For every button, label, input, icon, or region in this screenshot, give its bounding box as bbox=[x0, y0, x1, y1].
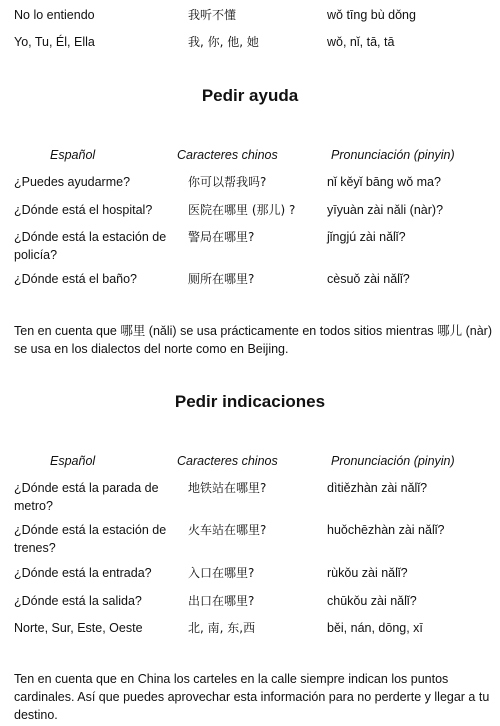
pinyin-text: wǒ, nǐ, tā, tā bbox=[327, 35, 395, 49]
pinyin-text: nǐ kěyǐ bāng wǒ ma? bbox=[327, 175, 441, 189]
spanish-text: Norte, Sur, Este, Oeste bbox=[14, 621, 143, 635]
chinese-text: 我, 你, 他, 她 bbox=[188, 35, 259, 49]
chinese-text: 你可以帮我吗? bbox=[188, 175, 267, 189]
spanish-text: ¿Dónde está la estación de trenes? bbox=[14, 523, 167, 555]
pinyin-text: huǒchēzhàn zài nǎlǐ? bbox=[327, 523, 445, 537]
section-title: Pedir ayuda bbox=[201, 86, 299, 105]
spanish-text: Yo, Tu, Él, Ella bbox=[14, 35, 95, 49]
spanish-text: ¿Dónde está la parada de metro? bbox=[14, 481, 159, 513]
pinyin-text: chūkǒu zài nǎlǐ? bbox=[327, 594, 417, 608]
header-chinese: Caracteres chinos bbox=[177, 148, 278, 162]
header-pinyin: Pronunciación (pinyin) bbox=[331, 454, 455, 468]
pinyin-text: jǐngjú zài nǎlǐ? bbox=[327, 230, 406, 244]
chinese-text: 出口在哪里? bbox=[188, 594, 255, 608]
spanish-text: ¿Dónde está la estación de policía? bbox=[14, 230, 167, 262]
spanish-text: No lo entiendo bbox=[14, 8, 95, 22]
pinyin-text: běi, nán, dōng, xī bbox=[327, 621, 423, 635]
spanish-text: ¿Dónde está la salida? bbox=[14, 594, 142, 608]
header-pinyin: Pronunciación (pinyin) bbox=[331, 148, 455, 162]
spanish-text: ¿Dónde está el baño? bbox=[14, 272, 138, 286]
chinese-text: 医院在哪里 (那儿) ? bbox=[188, 203, 296, 217]
spanish-text: ¿Puedes ayudarme? bbox=[14, 175, 131, 189]
chinese-text: 警局在哪里? bbox=[188, 230, 255, 244]
header-spanish: Español bbox=[50, 454, 96, 468]
header-spanish: Español bbox=[50, 148, 96, 162]
chinese-text: 我听不懂 bbox=[188, 8, 237, 22]
chinese-text: 火车站在哪里? bbox=[188, 523, 267, 537]
spanish-text: ¿Dónde está el hospital? bbox=[14, 203, 153, 217]
pinyin-text: cèsuǒ zài nǎlǐ? bbox=[327, 272, 410, 286]
header-chinese: Caracteres chinos bbox=[177, 454, 278, 468]
pinyin-text: wǒ tīng bù dǒng bbox=[327, 8, 416, 22]
chinese-text: 厕所在哪里? bbox=[188, 272, 255, 286]
chinese-text: 地铁站在哪里? bbox=[188, 481, 267, 495]
section-title: Pedir indicaciones bbox=[174, 392, 326, 411]
chinese-text: 入口在哪里? bbox=[188, 566, 255, 580]
spanish-text: ¿Dónde está la entrada? bbox=[14, 566, 152, 580]
chinese-text: 北, 南, 东,西 bbox=[188, 621, 256, 635]
pinyin-text: dìtiězhàn zài nǎlǐ? bbox=[327, 481, 428, 495]
note-paragraph: Ten en cuenta que en China los carteles en la calle siempre indican los puntos cardinales. Así que puedes aprovechar esta información para no perderte y llegar a tu destino. bbox=[14, 672, 490, 722]
note-paragraph: Ten en cuenta que 哪里 (nǎli) se usa prácticamente en todos sitios mientras 哪儿 (nàr) se usa en los dialectos del norte como en Beijing. bbox=[14, 324, 492, 356]
pinyin-text: yīyuàn zài nǎli (nàr)? bbox=[327, 203, 444, 217]
pinyin-text: rùkǒu zài nǎlǐ? bbox=[327, 566, 408, 580]
